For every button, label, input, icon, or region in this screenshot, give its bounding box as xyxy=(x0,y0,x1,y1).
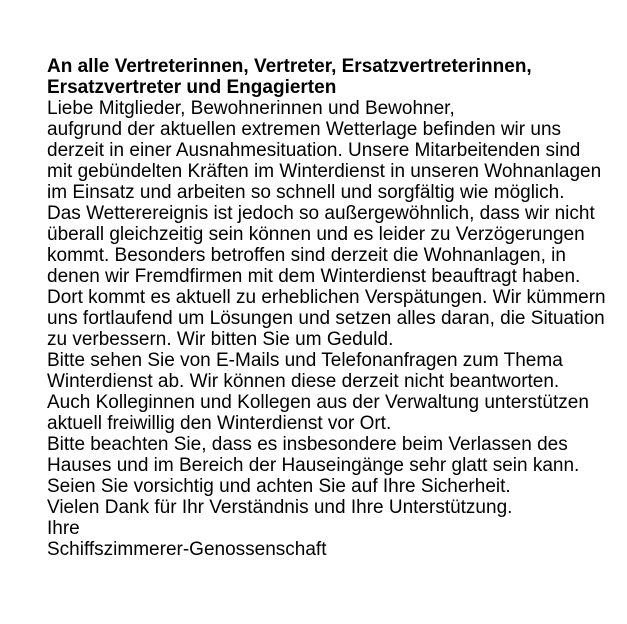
notice-body-line: kommt. Besonders betroffen sind derzeit die Wohnanlagen, in xyxy=(47,245,566,266)
notice-body-line: Das Wetterereignis ist jedoch so außergewöhnlich, dass wir nicht xyxy=(47,203,595,224)
notice-body-line: Winterdienst ab. Wir können diese derzeit nicht beantworten. xyxy=(47,371,560,392)
notice-body-line: uns fortlaufend um Lösungen und setzen alles daran, die Situation xyxy=(47,308,605,329)
notice-body-line: Seien Sie vorsichtig und achten Sie auf Ihre Sicherheit. xyxy=(47,476,511,497)
notice-body-line: derzeit in einer Ausnahmesituation. Unsere Mitarbeitenden sind xyxy=(47,140,581,161)
notice-body-line: Vielen Dank für Ihr Verständnis und Ihre Unterstützung. xyxy=(47,497,513,518)
notice-signature-line: Schiffszimmerer-Genossenschaft xyxy=(47,539,327,560)
notice-heading-line: Ersatzvertreter und Engagierten xyxy=(47,77,337,98)
notice-body-line: überall gleichzeitig sein können und es leider zu Verzögerungen xyxy=(47,224,585,245)
notice-body-line: im Einsatz und arbeiten so schnell und sorgfältig wie möglich. xyxy=(47,182,565,203)
notice-body-line: Auch Kolleginnen und Kollegen aus der Verwaltung unterstützen xyxy=(47,392,589,413)
notice-body-line: Bitte sehen Sie von E-Mails und Telefonanfragen zum Thema xyxy=(47,350,563,371)
notice-salutation: Liebe Mitglieder, Bewohnerinnen und Bewohner, xyxy=(47,98,455,119)
notice-body-line: mit gebündelten Kräften im Winterdienst in unseren Wohnanlagen xyxy=(47,161,602,182)
notice-body-line: Hauses und im Bereich der Hauseingänge sehr glatt sein kann. xyxy=(47,455,580,476)
notice-body-line: zu verbessern. Wir bitten Sie um Geduld. xyxy=(47,329,394,350)
notice-heading-line: An alle Vertreterinnen, Vertreter, Ersatzvertreterinnen, xyxy=(47,56,532,77)
notice-body-line: denen wir Fremdfirmen mit dem Winterdienst beauftragt haben. xyxy=(47,266,581,287)
notice-signature-line: Ihre xyxy=(47,518,80,539)
notice-body-line: Bitte beachten Sie, dass es insbesondere beim Verlassen des xyxy=(47,434,568,455)
notice-body-line: Dort kommt es aktuell zu erheblichen Verspätungen. Wir kümmern xyxy=(47,287,606,308)
notice-body-line: aktuell freiwillig den Winterdienst vor Ort. xyxy=(47,413,392,434)
notice-body-line: aufgrund der aktuellen extremen Wetterlage befinden wir uns xyxy=(47,119,562,140)
